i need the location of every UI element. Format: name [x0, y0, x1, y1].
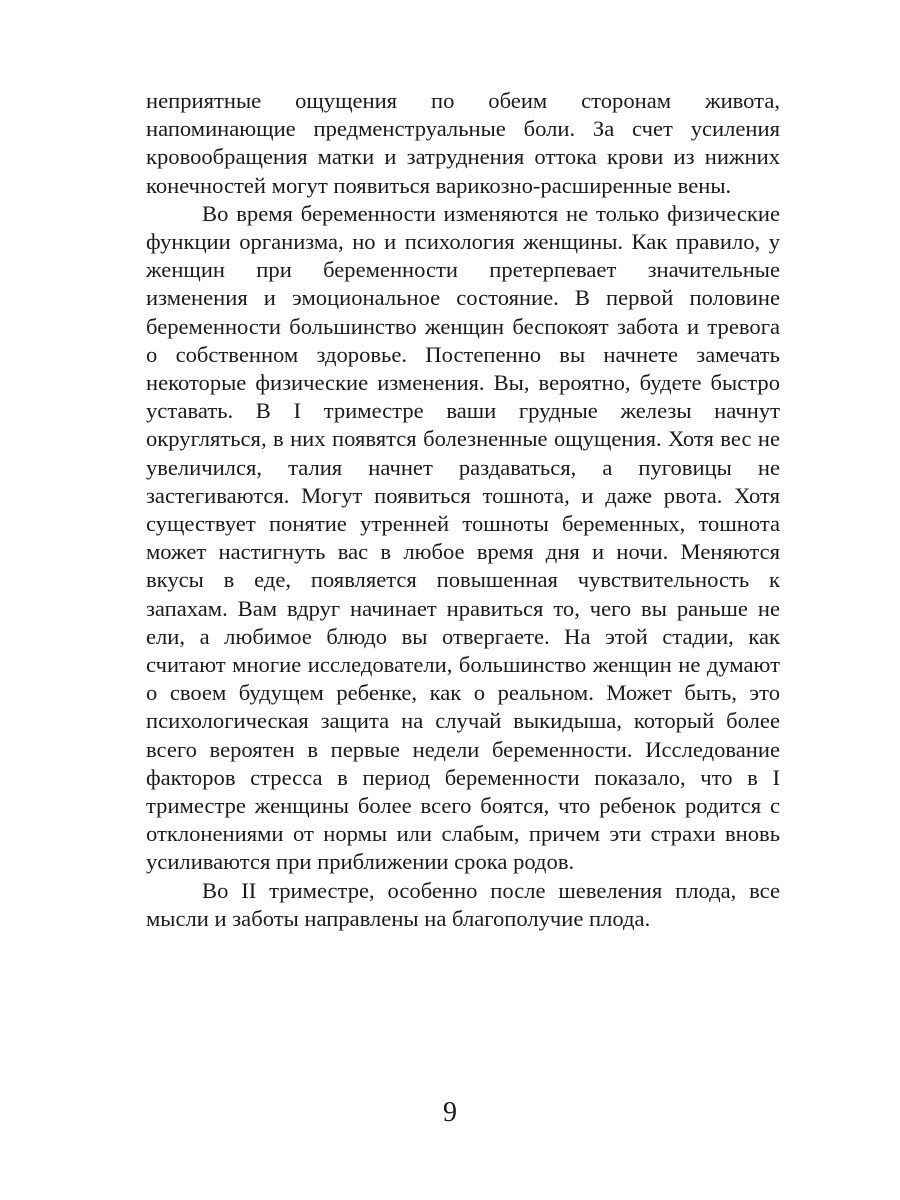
page-number: 9 — [443, 1097, 457, 1128]
paragraph-psychology: Во время беременности изменяются не только физические функции организма, но и психология женщины. Как правило, у женщин при беременности претерпевает значительные изменения и эмоциональное состояние. В первой половине беременности большинство женщин беспокоят забота и тревога о собственном здоровье. Постепенно вы начнете замечать некоторые физические изменения. Вы, вероятно, будете быстро уставать. В I триместре ваши грудные железы начнут округляться, в них появятся болезненные ощущения. Хотя вес не увеличился, талия начнет раздаваться, а пуговицы не застегиваются. Могут появиться тошнота, и даже рвота. Хотя существует понятие утренней тошноты беременных, тошнота может настигнуть вас в любое время дня и ночи. Меняются вкусы в еде, появляется повышенная чувствительность к запахам. Вам вдруг начинает нравиться то, чего вы раньше не ели, а любимое блюдо вы отвергаете. На этой стадии, как считают многие исследователи, большинство женщин не думают о своем будущем ребенке, как о реальном. Может быть, это психологическая защита на случай выкидыша, который более всего вероятен в первые недели беременности. Исследование факторов стресса в период беременности показало, что в I триместре женщины более всего боятся, что ребенок родится с отклонениями от нормы или слабым, причем эти страхи вновь усиливаются при приближении срока родов. — [146, 200, 780, 875]
paragraph-second-trimester: Во II триместре, особенно после шевеления плода, все мысли и заботы направлены на благополучие плода. — [146, 877, 780, 931]
paragraph-continuation: неприятные ощущения по обеим сторонам живота, напоминающие предменструальные боли. За счет усиления кровообращения матки и затруднения оттока крови из нижних конечностей могут появиться варикозно-расширенные вены. — [146, 88, 780, 198]
body-text — [146, 87, 780, 933]
